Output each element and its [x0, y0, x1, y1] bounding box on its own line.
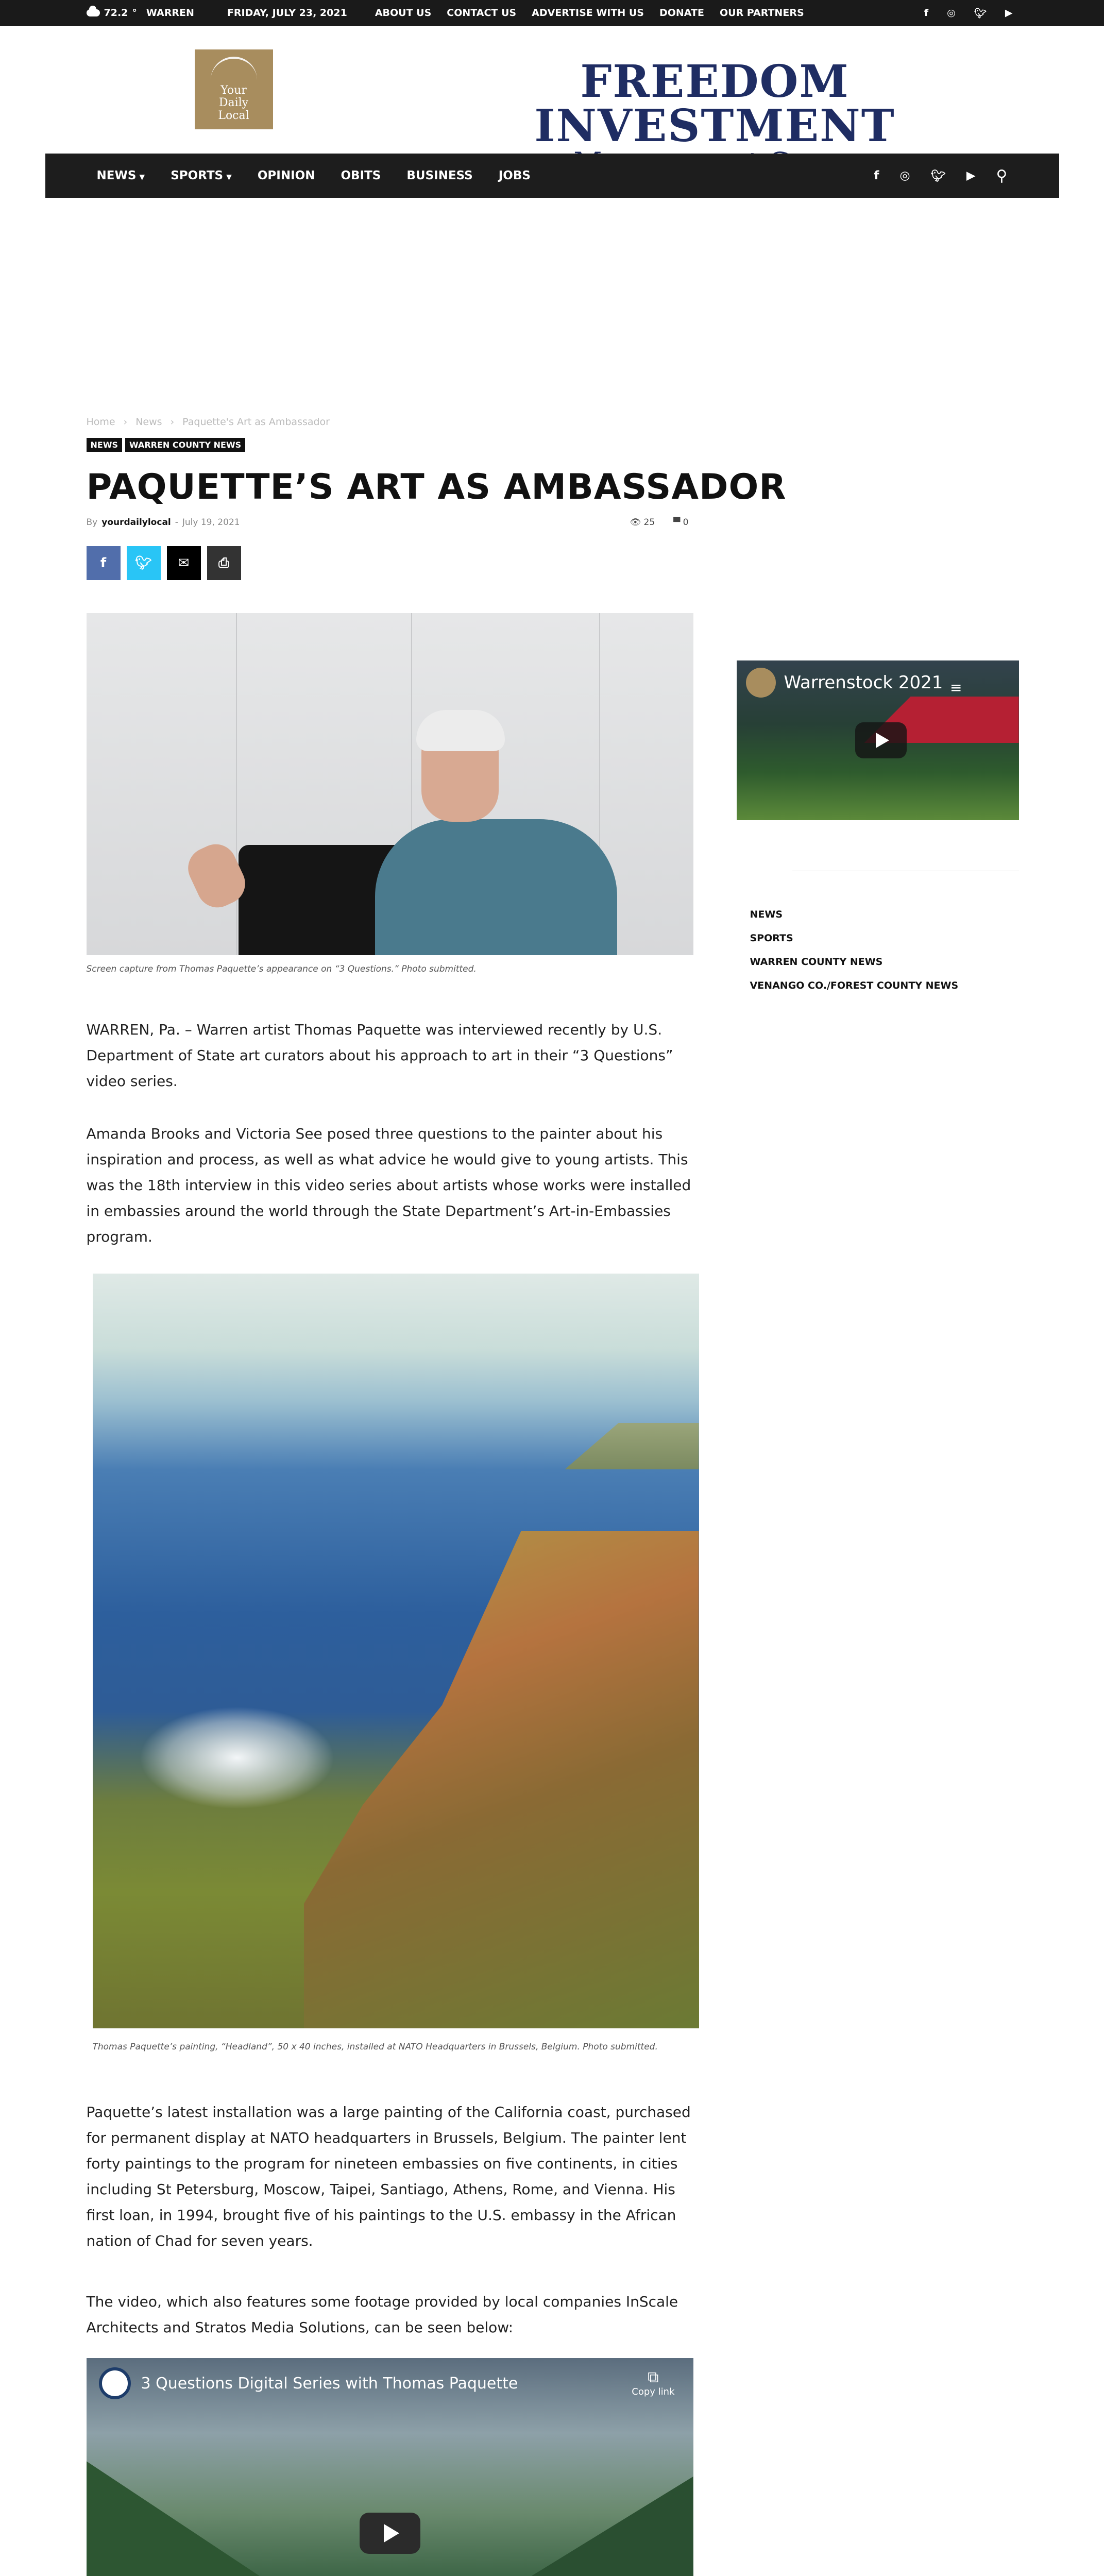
top-link-partners[interactable]: OUR PARTNERS: [719, 7, 804, 19]
ad-title: FREEDOM INVESTMENT: [534, 56, 895, 152]
nav-obits[interactable]: OBITS: [341, 169, 381, 182]
copy-link-button[interactable]: [632, 2368, 674, 2397]
by-label: By: [86, 517, 98, 528]
video-play-button[interactable]: [360, 2513, 420, 2554]
facebook-share-icon[interactable]: f: [87, 546, 121, 580]
publish-date: July 19, 2021: [182, 517, 240, 528]
video-mountain: [87, 2461, 375, 2576]
embedded-video[interactable]: [87, 2358, 693, 2576]
painting-caption: Thomas Paquette’s painting, “Headland”, 50 x 40 inches, installed at NATO Headquarters in Brussels, Belgium. Photo submitted.: [92, 2042, 658, 2052]
author-link[interactable]: yourdailylocal: [101, 517, 171, 528]
copy-icon: ⧉: [648, 2368, 659, 2386]
surf-foam: [139, 1706, 335, 1809]
facebook-icon[interactable]: f: [924, 7, 929, 19]
twitter-icon[interactable]: 🐦︎: [930, 169, 946, 183]
sidebar-video-play-button[interactable]: [855, 722, 907, 758]
cloud-icon: [87, 9, 100, 16]
site-header: [45, 26, 1059, 154]
breadcrumb-separator: ›: [123, 416, 128, 428]
nav-opinion[interactable]: OPINION: [257, 169, 315, 182]
chevron-down-icon: ▼: [139, 173, 145, 181]
views-count: [630, 517, 655, 528]
comments-count[interactable]: [673, 517, 688, 528]
site-logo[interactable]: [195, 49, 273, 129]
current-date: FRIDAY, JULY 23, 2021: [227, 7, 347, 19]
instagram-icon[interactable]: ◎: [899, 169, 910, 182]
nav-jobs[interactable]: JOBS: [498, 169, 531, 182]
views-value: 25: [643, 517, 655, 528]
sidebar-categories: [750, 909, 959, 1004]
location: WARREN: [146, 7, 194, 19]
logo-arcs-icon: [211, 57, 257, 80]
top-link-donate[interactable]: DONATE: [659, 7, 704, 19]
nav-sports-label: SPORTS: [171, 169, 224, 182]
cliff: [304, 1531, 699, 2028]
top-bar: [0, 0, 1104, 26]
eye-icon: 👁: [630, 517, 641, 528]
sidebar-video-title[interactable]: Warrenstock 2021: [784, 672, 943, 693]
comments-value: 0: [683, 517, 689, 528]
paragraph-1: WARREN, Pa. – Warren artist Thomas Paquette was interviewed recently by U.S. Department of State art curators about his approach to art in their “3 Questions” video series.: [86, 1021, 673, 1090]
temperature: 72.2: [104, 7, 128, 19]
paragraph-2: Amanda Brooks and Victoria See posed three questions to the painter about his inspiration and process, as well as what advice he would give to young artists. This was the 18th interview in this video series about artists whose works were installed in embassies around the world through the State Department’s Art-in-Embassies program.: [86, 1125, 691, 1245]
breadcrumb: [87, 416, 330, 428]
top-link-advertise[interactable]: ADVERTISE WITH US: [532, 7, 644, 19]
top-link-contact[interactable]: CONTACT US: [447, 7, 517, 19]
sidebar-category-news[interactable]: NEWS: [750, 909, 783, 920]
sidebar-video[interactable]: [737, 660, 1019, 820]
nav-sports[interactable]: [171, 169, 232, 182]
weather-widget: [87, 7, 194, 19]
playlist-icon[interactable]: ≡: [950, 679, 962, 696]
distant-headland: [565, 1423, 699, 1469]
tag-news[interactable]: NEWS: [87, 438, 123, 452]
print-share-icon[interactable]: ⎙: [207, 546, 241, 580]
facebook-icon[interactable]: f: [874, 169, 879, 182]
painting-image: [93, 1274, 699, 2028]
comment-icon: ▀: [673, 517, 681, 528]
wall-panel: [236, 613, 237, 955]
main-nav: [45, 154, 1059, 198]
nav-business[interactable]: BUSINESS: [406, 169, 473, 182]
person-shirt: [375, 819, 617, 955]
twitter-share-icon[interactable]: 🐦︎: [127, 546, 161, 580]
breadcrumb-current: Paquette's Art as Ambassador: [182, 416, 330, 428]
youtube-icon[interactable]: ▶: [1005, 7, 1013, 19]
tag-warren-county-news[interactable]: WARREN COUNTY NEWS: [125, 438, 245, 452]
youtube-icon[interactable]: ▶: [966, 169, 976, 182]
video-mountain: [384, 2477, 693, 2576]
person-hair: [416, 710, 505, 751]
article-title: PAQUETTE’S ART AS AMBASSADOR: [86, 467, 787, 507]
share-icons: [87, 546, 241, 580]
video-title[interactable]: 3 Questions Digital Series with Thomas Paquette: [141, 2374, 518, 2393]
sidebar-category-venango-forest-county-news[interactable]: VENANGO CO./FOREST COUNTY NEWS: [750, 980, 959, 991]
sidebar-category-warren-county-news[interactable]: WARREN COUNTY NEWS: [750, 956, 883, 968]
meta-separator: -: [175, 517, 178, 528]
top-link-about[interactable]: ABOUT US: [375, 7, 432, 19]
channel-avatar[interactable]: [746, 668, 776, 698]
copy-link-label: Copy link: [632, 2386, 675, 2397]
hero-image: [87, 613, 693, 955]
breadcrumb-home[interactable]: Home: [86, 416, 115, 428]
header-advertisement[interactable]: [437, 56, 993, 152]
nav-news[interactable]: [97, 169, 145, 182]
article-meta: [87, 517, 240, 528]
degree-symbol: °: [132, 7, 137, 19]
mail-share-icon[interactable]: ✉: [167, 546, 201, 580]
twitter-icon[interactable]: 🐦︎: [974, 7, 987, 19]
chevron-down-icon: ▼: [226, 173, 232, 181]
search-icon[interactable]: ⚲: [996, 166, 1008, 185]
logo-text: Your Daily Local: [218, 84, 249, 122]
hero-caption: Screen capture from Thomas Paquette’s appearance on “3 Questions.” Photo submitted.: [86, 964, 477, 974]
breadcrumb-news[interactable]: News: [135, 416, 162, 428]
nav-news-label: NEWS: [96, 169, 137, 182]
state-department-seal-icon[interactable]: [99, 2367, 131, 2399]
paragraph-4: The video, which also features some footage provided by local companies InScale Architects and Stratos Media Solutions, can be seen below:: [86, 2293, 678, 2336]
instagram-icon[interactable]: ◎: [947, 7, 956, 19]
paragraph-3: Paquette’s latest installation was a large painting of the California coast, purchased for permanent display at NATO headquarters in Brussels, Belgium. The painter lent forty paintings to the program for nineteen embassies on five continents, in cities including St Petersburg, Moscow, Taipei, Santiago, Athens, Rome, and Vienna. His first loan, in 1994, brought five of his paintings to the U.S. embassy in the African nation of Chad for seven years.: [86, 2104, 691, 2249]
sidebar-category-sports[interactable]: SPORTS: [750, 933, 793, 944]
breadcrumb-separator: ›: [170, 416, 175, 428]
